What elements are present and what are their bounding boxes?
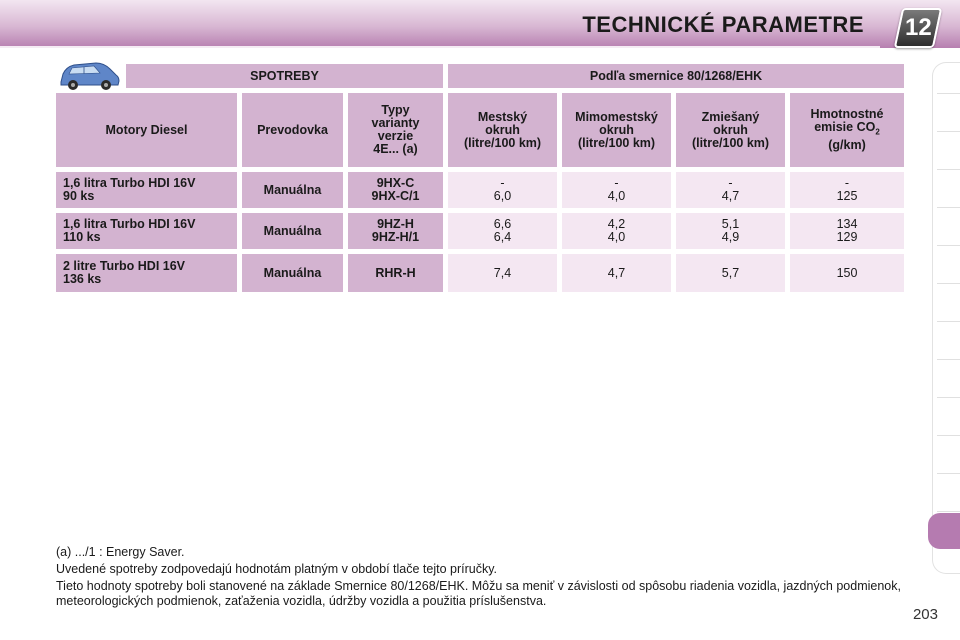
tab-divider [937, 93, 960, 94]
note-line-1: Uvedené spotreby zodpovedajú hodnotám platným v období tlače tejto príručky. [56, 562, 498, 576]
col-header-extra-urban: Mimomestský okruh (litre/100 km) [562, 93, 671, 167]
row-1-extra-urban: - 4,0 [562, 172, 671, 208]
active-chapter-tab[interactable] [928, 513, 960, 549]
row-2-engine: 1,6 litra Turbo HDI 16V 110 ks [56, 213, 237, 249]
tab-divider [937, 283, 960, 284]
row-1-combined: - 4,7 [676, 172, 785, 208]
row-3-type: RHR-H [348, 254, 443, 292]
row-3-extra-urban: 4,7 [562, 254, 671, 292]
row-1-gearbox: Manuálna [242, 172, 343, 208]
row-2-type: 9HZ-H 9HZ-H/1 [348, 213, 443, 249]
tab-divider [937, 473, 960, 474]
col-header-gearbox: Prevodovka [242, 93, 343, 167]
tab-divider [937, 321, 960, 322]
col-header-combined: Zmiešaný okruh (litre/100 km) [676, 93, 785, 167]
row-2-extra-urban: 4,2 4,0 [562, 213, 671, 249]
row-3-engine: 2 litre Turbo HDI 16V 136 ks [56, 254, 237, 292]
row-2-combined: 5,1 4,9 [676, 213, 785, 249]
row-2-urban: 6,6 6,4 [448, 213, 557, 249]
chapter-number: 12 [904, 14, 932, 41]
co2-unit: (g/km) [828, 137, 866, 152]
co2-header-text: Hmotnostné emisie $CO_2$ [810, 107, 884, 137]
tab-divider [937, 359, 960, 360]
col-header-urban: Mestský okruh (litre/100 km) [448, 93, 557, 167]
tab-divider [937, 207, 960, 208]
row-3-co2: 150 [790, 254, 904, 292]
row-2-gearbox: Manuálna [242, 213, 343, 249]
row-1-co2: - 125 [790, 172, 904, 208]
page-title: TECHNICKÉ PARAMETRE [582, 12, 864, 37]
row-3-urban: 7,4 [448, 254, 557, 292]
co2-subscript: 2 [875, 127, 880, 137]
col-header-co2 [790, 93, 904, 167]
page-number: 203 [912, 606, 938, 623]
col-header-engine: Motory Diesel [56, 93, 237, 167]
tab-divider [937, 245, 960, 246]
header-divider [0, 46, 880, 49]
tab-divider [937, 169, 960, 170]
row-1-urban: - 6,0 [448, 172, 557, 208]
tab-divider [937, 511, 960, 512]
chapter-tabs [932, 62, 960, 574]
row-1-type: 9HX-C 9HX-C/1 [348, 172, 443, 208]
tab-divider [937, 131, 960, 132]
footnote: (a) .../1 : Energy Saver. [56, 545, 185, 559]
row-1-engine: 1,6 litra Turbo HDI 16V 90 ks [56, 172, 237, 208]
tab-divider [937, 397, 960, 398]
group-header-consumption: SPOTREBY [126, 64, 443, 88]
row-2-co2: 134 129 [790, 213, 904, 249]
row-3-gearbox: Manuálna [242, 254, 343, 292]
note-line-2: Tieto hodnoty spotreby boli stanovené na základe Smernice 80/1268/EHK. Môžu sa meniť v závislosti od spôsobu riadenia vozidla, jazdných podmienok, meteorologických podmienok, zaťaženia vozidla, údržby vozidla a použitia príslušenstva. [56, 579, 901, 608]
row-3-combined: 5,7 [676, 254, 785, 292]
group-header-directive: Podľa smernice 80/1268/EHK [448, 64, 904, 88]
col-header-type: Typy varianty verzie 4E... (a) [348, 93, 443, 167]
tab-divider [937, 435, 960, 436]
chapter-badge[interactable] [894, 8, 943, 48]
car-icon [56, 58, 122, 92]
notes [56, 545, 912, 611]
